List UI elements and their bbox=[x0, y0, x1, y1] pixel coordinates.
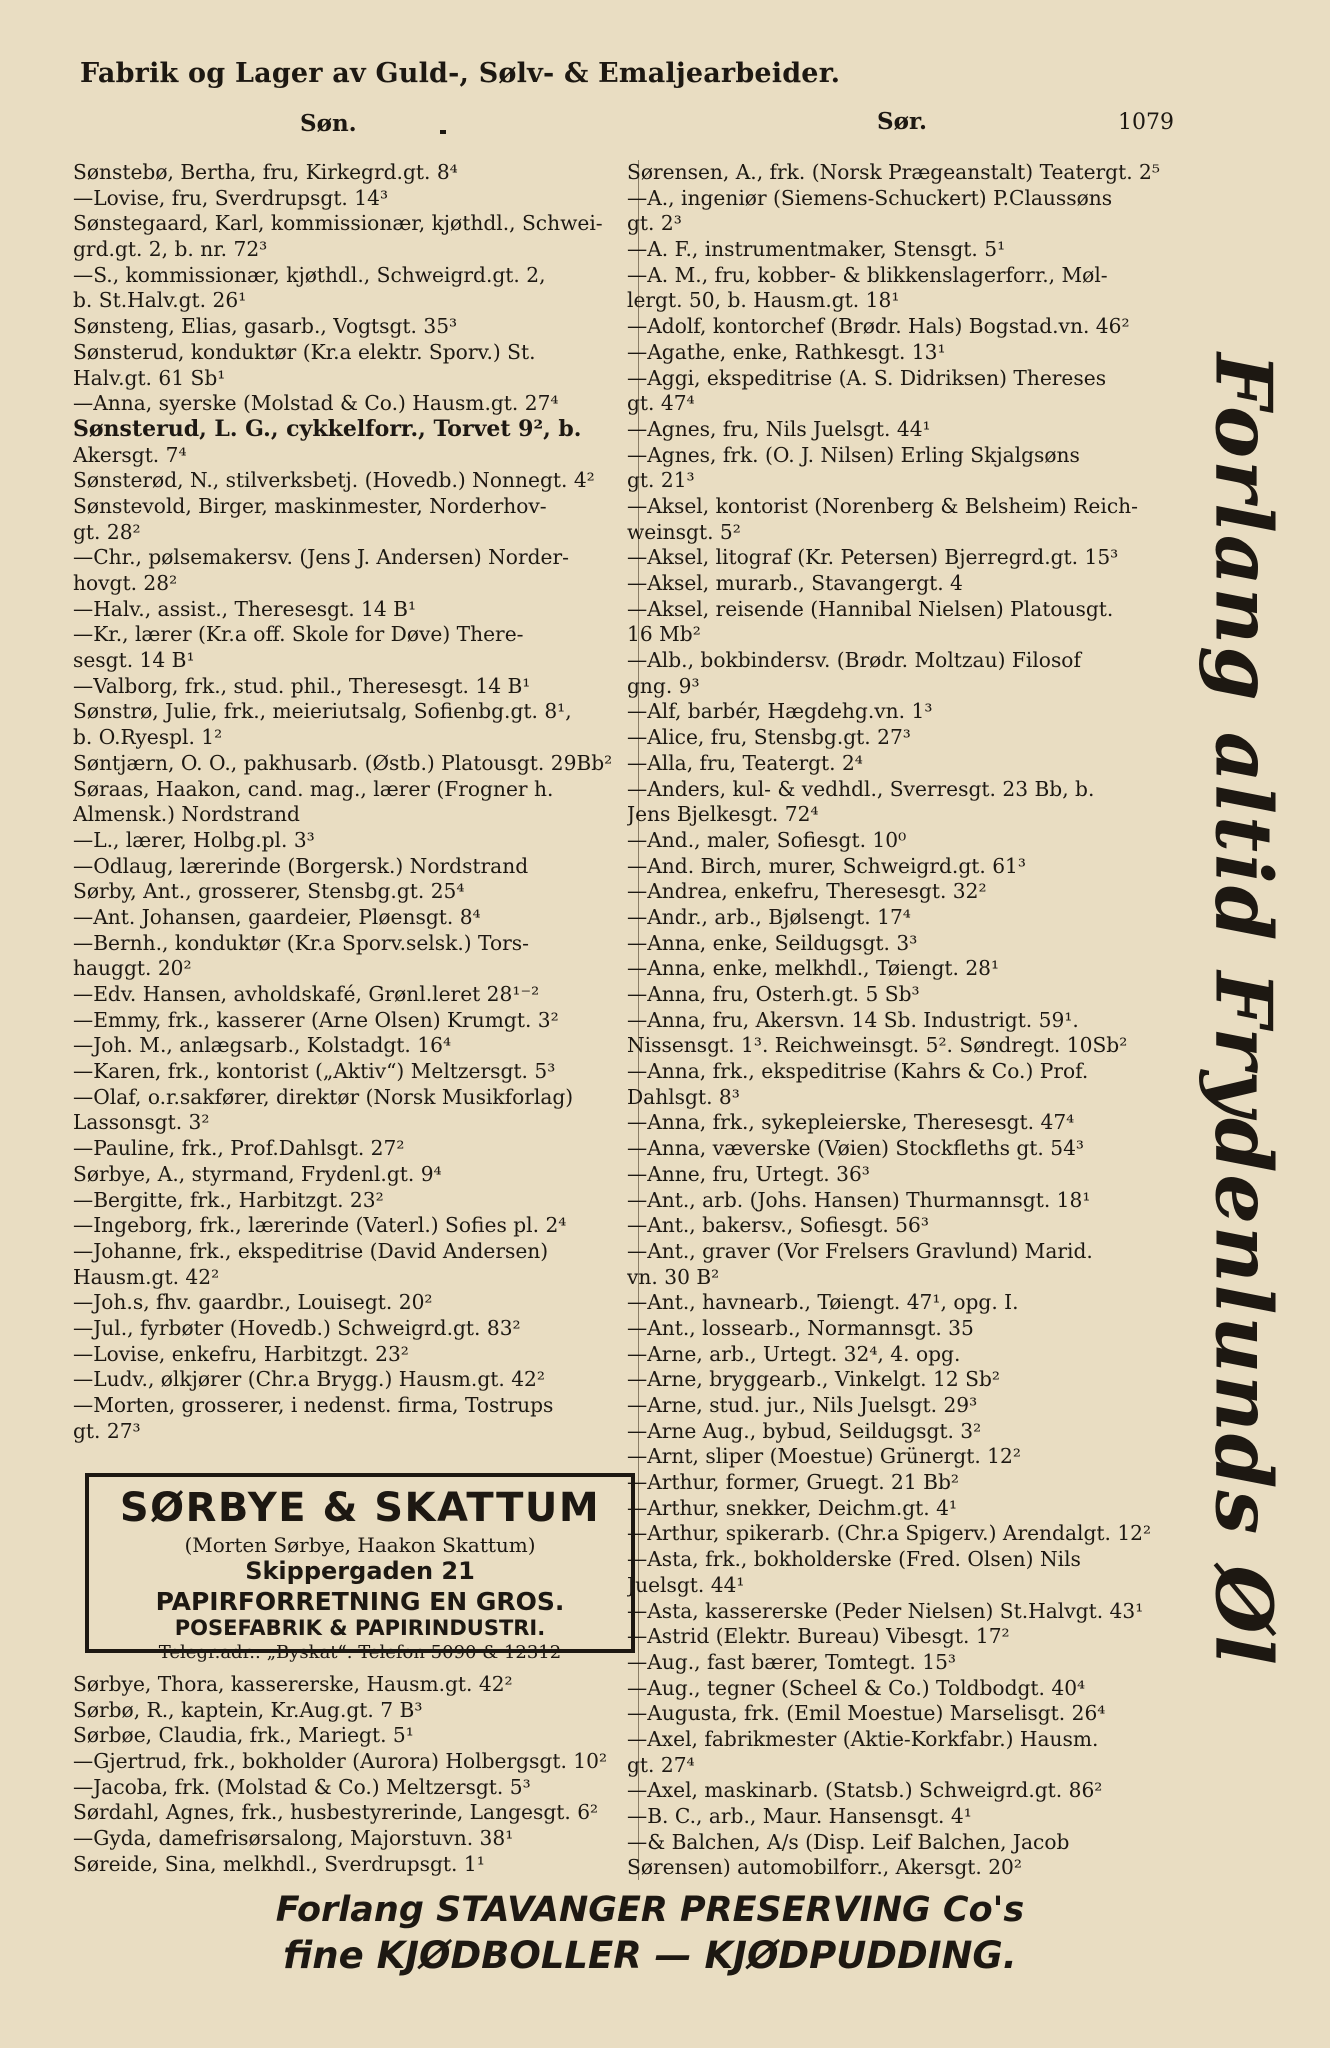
directory-line: hauggt. 20² bbox=[73, 956, 192, 981]
directory-line: —Astrid (Elektr. Bureau) Vibesgt. 17² bbox=[627, 1624, 1010, 1649]
directory-line: —Kr., lærer (Kr.a off. Skole for Døve) There- bbox=[73, 622, 524, 647]
directory-line: gt. 2³ bbox=[627, 211, 682, 236]
directory-line: gng. 9³ bbox=[627, 673, 700, 698]
directory-line: —Aug., tegner (Scheel & Co.) Toldbodgt. 40⁴ bbox=[627, 1675, 1086, 1700]
directory-line: —Aksel, kontorist (Norenberg & Belsheim) Reich- bbox=[627, 493, 1138, 518]
directory-line: hovgt. 28² bbox=[73, 571, 178, 595]
directory-line: gt. 28² bbox=[73, 519, 141, 544]
directory-line: —Aksel, murarb., Stavangergt. 4 bbox=[627, 571, 963, 595]
directory-line: —Gyda, damefrisørsalong, Majorstuvn. 38¹ bbox=[73, 1826, 514, 1851]
directory-line: —Arne, bryggearb., Vinkelgt. 12 Sb² bbox=[627, 1367, 1000, 1392]
directory-line: —Odlaug, lærerinde (Borgersk.) Nordstrand bbox=[73, 853, 529, 878]
directory-line: —Anna, fru, Osterh.gt. 5 Sb³ bbox=[627, 982, 920, 1006]
directory-line: —L., lærer, Holbg.pl. 3³ bbox=[73, 827, 315, 852]
directory-line: gt. 27³ bbox=[73, 1418, 141, 1443]
directory-line: —Aggi, ekspeditrise (A. S. Didriksen) Thereses bbox=[627, 365, 1107, 390]
directory-line: —Bernh., konduktør (Kr.a Sporv.selsk.) Tors- bbox=[73, 930, 529, 955]
directory-line: Søreide, Sina, melkhdl., Sverdrupsgt. 1¹ bbox=[73, 1851, 485, 1876]
ad-title: SØRBYE & SKATTUM bbox=[119, 1485, 601, 1531]
directory-line: Sørdahl, Agnes, frk., husbestyrerinde, Langesgt. 6² bbox=[73, 1800, 599, 1825]
vertical-advert-text: Forlang altid Frydenlunds Øl bbox=[1197, 353, 1289, 1667]
directory-line: Sønstegaard, Karl, kommissionær, kjøthdl., Schwei- bbox=[73, 211, 603, 236]
directory-line: gt. 21³ bbox=[627, 468, 695, 493]
directory-line: —Aksel, reisende (Hannibal Nielsen) Platousgt. bbox=[627, 596, 1114, 621]
bottom-advert-line-1: Forlang STAVANGER PRESERVING Co's bbox=[275, 1890, 1025, 1930]
directory-line: —Arthur, spikerarb. (Chr.a Spigerv.) Arendalgt. 12² bbox=[627, 1521, 1152, 1546]
directory-line: Hausm.gt. 42² bbox=[73, 1264, 220, 1289]
directory-line: —Bergitte, frk., Harbitzgt. 23² bbox=[73, 1187, 384, 1212]
directory-line: —Adolf, kontorchef (Brødr. Hals) Bogstad.vn. 46² bbox=[627, 314, 1130, 339]
directory-line: —Morten, grosserer, i nedenst. firma, Tostrups bbox=[73, 1393, 554, 1417]
directory-line: —Ant., lossearb., Normannsgt. 35 bbox=[627, 1315, 974, 1340]
directory-line: —Arthur, snekker, Deichm.gt. 4¹ bbox=[627, 1495, 958, 1520]
directory-line: —Axel, maskinarb. (Statsb.) Schweigrd.gt. 86² bbox=[627, 1778, 1103, 1803]
directory-line: Dahlsgt. 8³ bbox=[627, 1084, 740, 1109]
top-banner: Fabrik og Lager av Guld-, Sølv- & Emaljearbeider. bbox=[80, 58, 841, 89]
directory-line: —Arne Aug., bybud, Seildugsgt. 3² bbox=[627, 1418, 982, 1443]
directory-line: —Ant., arb. (Johs. Hansen) Thurmannsgt. 18¹ bbox=[627, 1187, 1091, 1212]
directory-line: —Arnt, sliper (Moestue) Grünergt. 12² bbox=[627, 1444, 1021, 1469]
directory-line: Sønsterud, konduktør (Kr.a elektr. Sporv.) St. bbox=[73, 339, 536, 364]
directory-line: —Pauline, frk., Prof.Dahlsgt. 27² bbox=[73, 1136, 405, 1161]
directory-line: vn. 30 B² bbox=[627, 1264, 720, 1289]
directory-line: Akersgt. 7⁴ bbox=[73, 442, 187, 467]
directory-line: —Lovise, enkefru, Harbitzgt. 23² bbox=[73, 1341, 409, 1366]
sorbye-skattum-ad bbox=[85, 1473, 635, 1663]
directory-line: Jens Bjelkesgt. 72⁴ bbox=[627, 802, 819, 827]
directory-line: —Ant., havnearb., Tøiengt. 47¹, opg. I. bbox=[627, 1290, 1019, 1315]
directory-line: —Joh. M., anlægsarb., Kolstadgt. 16⁴ bbox=[73, 1033, 452, 1058]
directory-line: —A., ingeniør (Siemens-Schuckert) P.Claussøns bbox=[627, 185, 1113, 210]
directory-line: —Anna, enke, melkhdl., Tøiengt. 28¹ bbox=[627, 956, 1000, 981]
directory-line: —Agnes, fru, Nils Juelsgt. 44¹ bbox=[627, 416, 931, 441]
printer-mark bbox=[440, 130, 446, 134]
running-head-left: Søn. bbox=[300, 110, 357, 137]
directory-line: gt. 27⁴ bbox=[627, 1752, 695, 1777]
directory-line: —Asta, frk., bokholderske (Fred. Olsen) Nils bbox=[627, 1547, 1081, 1572]
directory-line: —Andr., arb., Bjølsengt. 17⁴ bbox=[627, 904, 911, 929]
directory-line: Sønsteng, Elias, gasarb., Vogtsgt. 35³ bbox=[73, 314, 458, 339]
directory-line: Sørby, Ant., grosserer, Stensbg.gt. 25⁴ bbox=[73, 879, 465, 904]
directory-line: Sørbye, A., styrmand, Frydenl.gt. 9⁴ bbox=[73, 1161, 442, 1186]
directory-line: —Halv., assist., Theresesgt. 14 B¹ bbox=[73, 596, 417, 621]
directory-line: Nissensgt. 1³. Reichweinsgt. 5². Søndregt. 10Sb² bbox=[627, 1033, 1128, 1058]
directory-line: —Asta, kassererske (Peder Nielsen) St.Halvgt. 43¹ bbox=[627, 1598, 1144, 1623]
directory-line: —Jacoba, frk. (Molstad & Co.) Meltzersgt. 5³ bbox=[73, 1774, 531, 1799]
directory-line: —Alla, fru, Teatergt. 2⁴ bbox=[627, 750, 863, 775]
directory-line: Sørensen, A., frk. (Norsk Prægeanstalt) Teatergt. 2⁵ bbox=[627, 160, 1160, 184]
directory-line: —Karen, frk., kontorist („Aktiv“) Meltzersgt. 5³ bbox=[73, 1059, 556, 1084]
directory-line: 16 Mb² bbox=[627, 622, 701, 647]
directory-line: Almensk.) Nordstrand bbox=[73, 802, 300, 827]
directory-line: —Ant., bakersv., Sofiesgt. 56³ bbox=[627, 1213, 929, 1238]
directory-line: —Anna, frk., ekspeditrise (Kahrs & Co.) Prof. bbox=[627, 1059, 1089, 1084]
directory-line: —Anna, væverske (Vøien) Stockfleths gt. 54³ bbox=[627, 1136, 1085, 1161]
directory-line: —Arne, stud. jur., Nils Juelsgt. 29³ bbox=[627, 1393, 978, 1417]
directory-line: —Ludv., ølkjører (Chr.a Brygg.) Hausm.gt. 42² bbox=[73, 1367, 545, 1392]
directory-line: —Aksel, litograf (Kr. Petersen) Bjerregrd.gt. 15³ bbox=[627, 545, 1119, 570]
directory-line: —Ant., graver (Vor Frelsers Gravlund) Marid. bbox=[627, 1238, 1093, 1263]
directory-line: —Ant. Johansen, gaardeier, Pløensgt. 8⁴ bbox=[73, 904, 481, 929]
directory-line: Sønsterud, L. G., cykkelforr., Torvet 9², b. bbox=[73, 415, 582, 442]
directory-line: —Lovise, fru, Sverdrupsgt. 14³ bbox=[73, 185, 389, 210]
ad-street: Skippergaden 21 bbox=[245, 1557, 475, 1585]
directory-line: —Arthur, former, Gruegt. 21 Bb² bbox=[627, 1470, 959, 1495]
ad-contact: Telegr.adr.: „Byskat“. Telefon 5090 & 12312 bbox=[158, 1642, 562, 1663]
right-column bbox=[627, 160, 1189, 1881]
running-head-right: Sør. bbox=[877, 108, 927, 135]
directory-line: Sørbø, R., kaptein, Kr.Aug.gt. 7 B³ bbox=[73, 1697, 423, 1722]
directory-line: —Anne, fru, Urtegt. 36³ bbox=[627, 1161, 870, 1186]
directory-line: —Anna, frk., sykepleierske, Theresesgt. 47⁴ bbox=[627, 1110, 1075, 1135]
directory-line: —B. C., arb., Maur. Hansensgt. 4¹ bbox=[627, 1804, 972, 1828]
directory-line: Søntjærn, O. O., pakhusarb. (Østb.) Platousgt. 29Bb² bbox=[73, 750, 613, 775]
directory-line: —S., kommissionær, kjøthdl., Schweigrd.gt. 2, bbox=[73, 262, 546, 287]
directory-line: —Chr., pølsemakersv. (Jens J. Andersen) Norder- bbox=[73, 545, 569, 570]
directory-line: lergt. 50, b. Hausm.gt. 18¹ bbox=[627, 288, 900, 313]
directory-line: —And. Birch, murer, Schweigrd.gt. 61³ bbox=[627, 853, 1026, 878]
directory-line: Lassonsgt. 3² bbox=[73, 1110, 210, 1135]
directory-line: Sønstevold, Birger, maskinmester, Norderhov- bbox=[73, 493, 547, 518]
directory-line: —Edv. Hansen, avholdskafé, Grønl.leret 28¹⁻² bbox=[73, 982, 540, 1006]
directory-line: Halv.gt. 61 Sb¹ bbox=[73, 365, 226, 390]
directory-line: grd.gt. 2, b. nr. 72³ bbox=[73, 237, 268, 262]
directory-line: —Axel, fabrikmester (Aktie-Korkfabr.) Hausm. bbox=[627, 1726, 1099, 1751]
directory-line: —Alb., bokbindersv. (Brødr. Moltzau) Filosof bbox=[627, 648, 1081, 673]
vertical-advert bbox=[1188, 353, 1298, 1667]
directory-line: b. St.Halv.gt. 26¹ bbox=[73, 288, 247, 313]
directory-line: —Anders, kul- & vedhdl., Sverresgt. 23 Bb, b. bbox=[627, 776, 1095, 801]
left-column bbox=[73, 160, 639, 1444]
directory-line: Sønstrø, Julie, frk., meieriutsalg, Sofienbg.gt. 8¹, bbox=[73, 699, 572, 724]
ad-business-2: POSEFABRIK & PAPIRINDUSTRI. bbox=[174, 1616, 546, 1640]
bottom-advert bbox=[270, 1890, 1030, 1977]
directory-line: —Agathe, enke, Rathkesgt. 13¹ bbox=[627, 339, 946, 364]
directory-line: —Anna, fru, Akersvn. 14 Sb. Industrigt. 59¹. bbox=[627, 1007, 1079, 1032]
directory-line: —Jul., fyrbøter (Hovedb.) Schweigrd.gt. 83² bbox=[73, 1315, 521, 1340]
directory-line: Sønstebø, Bertha, fru, Kirkegrd.gt. 8⁴ bbox=[73, 160, 458, 184]
directory-line: Sørbøe, Claudia, frk., Mariegt. 5¹ bbox=[73, 1723, 414, 1748]
ad-business: PAPIRFORRETNING EN GROS. bbox=[155, 1587, 565, 1616]
left-column-lower bbox=[73, 1672, 639, 1878]
directory-line: —Aug., fast bærer, Tomtegt. 15³ bbox=[627, 1649, 957, 1674]
directory-line: —Agnes, frk. (O. J. Nilsen) Erling Skjalgsøns bbox=[627, 442, 1080, 467]
directory-line: —Anna, syerske (Molstad & Co.) Hausm.gt. 27⁴ bbox=[73, 391, 559, 416]
directory-line: —Arne, arb., Urtegt. 32⁴, 4. opg. bbox=[627, 1341, 961, 1366]
directory-line: —Gjertrud, frk., bokholder (Aurora) Holbergsgt. 10² bbox=[73, 1749, 608, 1774]
directory-line: —Andrea, enkefru, Theresesgt. 32² bbox=[627, 879, 987, 904]
bottom-advert-line-2: fine KJØDBOLLER — KJØDPUDDING. bbox=[283, 1934, 1017, 1977]
directory-line: —Valborg, frk., stud. phil., Theresesgt. 14 B¹ bbox=[73, 673, 531, 698]
directory-line: —A. F., instrumentmaker, Stensgt. 5¹ bbox=[627, 237, 1006, 262]
directory-line: —Augusta, frk. (Emil Moestue) Marselisgt. 26⁴ bbox=[627, 1701, 1106, 1726]
directory-line: b. O.Ryespl. 1² bbox=[73, 725, 223, 750]
ad-people: (Morten Sørbye, Haakon Skattum) bbox=[184, 1533, 536, 1557]
page-number: 1079 bbox=[1118, 110, 1174, 135]
directory-line: —Joh.s, fhv. gaardbr., Louisegt. 20² bbox=[73, 1290, 433, 1315]
directory-line: gt. 47⁴ bbox=[627, 391, 695, 416]
directory-line: Sørensen) automobilforr., Akersgt. 20² bbox=[627, 1855, 1022, 1880]
directory-line: Juelsgt. 44¹ bbox=[627, 1572, 745, 1597]
directory-line: —Alice, fru, Stensbg.gt. 27³ bbox=[627, 725, 911, 750]
directory-line: Sørbye, Thora, kassererske, Hausm.gt. 42² bbox=[73, 1672, 513, 1696]
directory-line: —& Balchen, A/s (Disp. Leif Balchen, Jacob bbox=[627, 1829, 1070, 1854]
directory-line: —Olaf, o.r.sakfører, direktør (Norsk Musikforlag) bbox=[73, 1084, 574, 1109]
directory-line: sesgt. 14 B¹ bbox=[73, 648, 195, 673]
directory-line: —Johanne, frk., ekspeditrise (David Andersen) bbox=[73, 1238, 549, 1263]
directory-line: —Alf, barbér, Hægdehg.vn. 1³ bbox=[627, 699, 933, 724]
directory-line: Søraas, Haakon, cand. mag., lærer (Frogner h. bbox=[73, 776, 554, 801]
directory-line: —Ingeborg, frk., lærerinde (Vaterl.) Sofies pl. 2⁴ bbox=[73, 1213, 567, 1238]
directory-line: weinsgt. 5² bbox=[627, 519, 741, 544]
directory-line: —Emmy, frk., kasserer (Arne Olsen) Krumgt. 3² bbox=[73, 1007, 559, 1032]
directory-line: —And., maler, Sofiesgt. 10⁰ bbox=[627, 827, 907, 852]
directory-line: —Anna, enke, Seildugsgt. 3³ bbox=[627, 930, 918, 955]
directory-line: Sønsterød, N., stilverksbetj. (Hovedb.) Nonnegt. 4² bbox=[73, 468, 595, 493]
directory-line: —A. M., fru, kobber- & blikkenslagerforr., Møl- bbox=[627, 262, 1108, 287]
